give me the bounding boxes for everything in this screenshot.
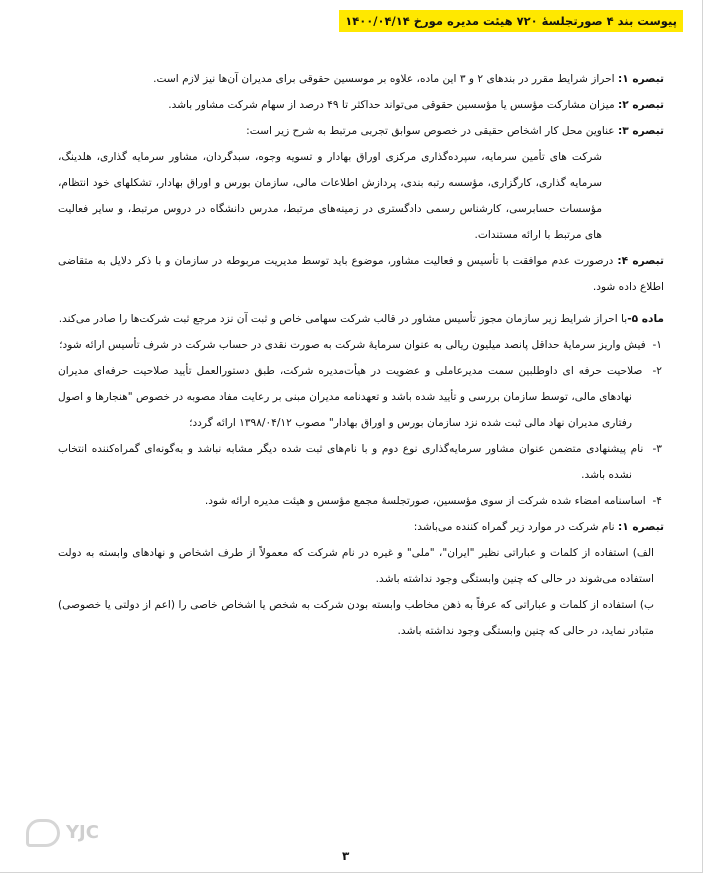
article-5 [58,306,664,332]
item-number: ۳- [652,443,662,455]
article-5-item [58,488,664,514]
note-label: تبصره ۴: [617,255,664,267]
note-3 [58,118,664,144]
item-text: نام پیشنهادی متضمن عنوان مشاور سرمایه‌گذاری نوع دوم و با نام‌های ثبت شده دیگر مشابه نباشد و به‌گونه‌ای گمراه‌کننده انتخاب نشده باشد. [58,443,644,481]
item-number: ۲- [652,365,662,377]
article-5-item [58,358,664,436]
note-text: احراز شرایط مقرر در بندهای ۲ و ۳ این ماده، علاوه بر موسسین حقوقی برای مدیران آن‌ها نیز لازم است. [153,73,618,85]
note-3-list: شرکت های تأمین سرمایه، سپرده‌گذاری مرکزی اوراق بهادار و تسویه وجوه، سبدگردان، مشاور سرمایه گذاری، هلدینگ، سرمایه گذاری، کارگزاری، مؤسسه رتبه بندی، پردازش اطلاعات مالی، سازمان بورس و اوراق بهادار، تشکلهای خود انتظام، مؤسسات حسابرسی، کارشناس رسمی دادگستری در زمینه‌های مرتبط، مدرس دانشگاه در دروس مرتبط، و سایر فعالیت های مرتبط با ارائه مستندات. [58,151,602,241]
yjc-logo-icon [26,819,60,847]
page-number: ۳ [342,849,350,863]
item-text: صلاحیت حرفه ای داوطلبین سمت مدیرعاملی و عضویت در هیأت‌مدیره شرکت، طبق دستورالعمل تأیید صلاحیت حرفه‌ای مدیران نهادهای مالی، توسط سازمان بررسی و تأیید شده باشد و تعهدنامه مدیران مبنی بر رعایت مفاد مصوبه در خصوص "هنجارها و اصول رفتاری مدیران نهاد مالی ثبت شده نزد سازمان بورس و اوراق بهادار" مصوب ۱۳۹۸/۰۴/۱۲ ارائه گردد؛ [58,365,643,429]
note-2 [58,92,664,118]
article-5-item [58,436,664,488]
note-label: تبصره ۱: [618,73,664,85]
watermark-text: YJC [66,822,99,843]
article-label: ماده ۵- [627,313,664,325]
page-header-title: پیوست بند ۴ صورتجلسهٔ ۷۲۰ هیئت مدیره مورخ ۱۴۰۰/۰۴/۱۴ [339,10,683,32]
item-text: فیش واریز سرمایهٔ حداقل پانصد میلیون ریالی به عنوان سرمایهٔ شرکت به صورت نقدی در حساب شرکت در شرف تأسیس ارائه شود؛ [59,339,646,351]
document-body [58,66,664,644]
item-number: ۴- [652,495,662,507]
note-sub-item: الف) استفاده از کلمات و عباراتی نظیر "ایران"، "ملی" و غیره در نام شرکت که معمولاً از طرف اشخاص و نهادهای وابسته به دولت استفاده می‌شوند در حالی که چنین وابستگی وجود نداشته باشد. [58,547,654,585]
article-text: با احراز شرایط زیر سازمان مجوز تأسیس مشاور در قالب شرکت سهامی خاص و ثبت آن نزد مرجع ثبت شرکت‌ها را صادر می‌کند. [58,313,628,325]
note-label: تبصره ۱: [618,521,664,533]
article-5-note-1 [58,514,664,540]
note-text: عناوین محل کار اشخاص حقیقی در خصوص سوابق تجربی مرتبط به شرح زیر است: [246,125,618,137]
note-text: نام شرکت در موارد زیر گمراه کننده می‌باشد: [413,521,618,533]
article-5-item [58,332,664,358]
note-label: تبصره ۳: [618,125,664,137]
item-text: اساسنامه امضاء شده شرکت از سوی مؤسسین، صورتجلسهٔ مجمع مؤسس و هیئت مدیره ارائه شود. [204,495,646,507]
note-4 [58,248,664,300]
note-1 [58,66,664,92]
note-label: تبصره ۲: [618,99,664,111]
yjc-watermark-logo [26,815,118,851]
note-text: درصورت عدم موافقت با تأسیس و فعالیت مشاور، موضوع باید توسط مدیریت مربوطه در سازمان و با ذکر دلایل به متقاضی اطلاع داده شود. [58,255,664,293]
note-sub-item: ب) استفاده از کلمات و عباراتی که عرفاً به ذهن مخاطب وابسته بودن شرکت به شخص یا اشخاص خاصی را (اعم از دولتی یا خصوصی) متبادر نماید، در حالی که چنین وابستگی وجود نداشته باشد. [58,599,654,637]
note-text: میزان مشارکت مؤسس یا مؤسسین حقوقی می‌تواند حداکثر تا ۴۹ درصد از سهام شرکت مشاور باشد. [168,99,618,111]
item-number: ۱- [652,339,662,351]
